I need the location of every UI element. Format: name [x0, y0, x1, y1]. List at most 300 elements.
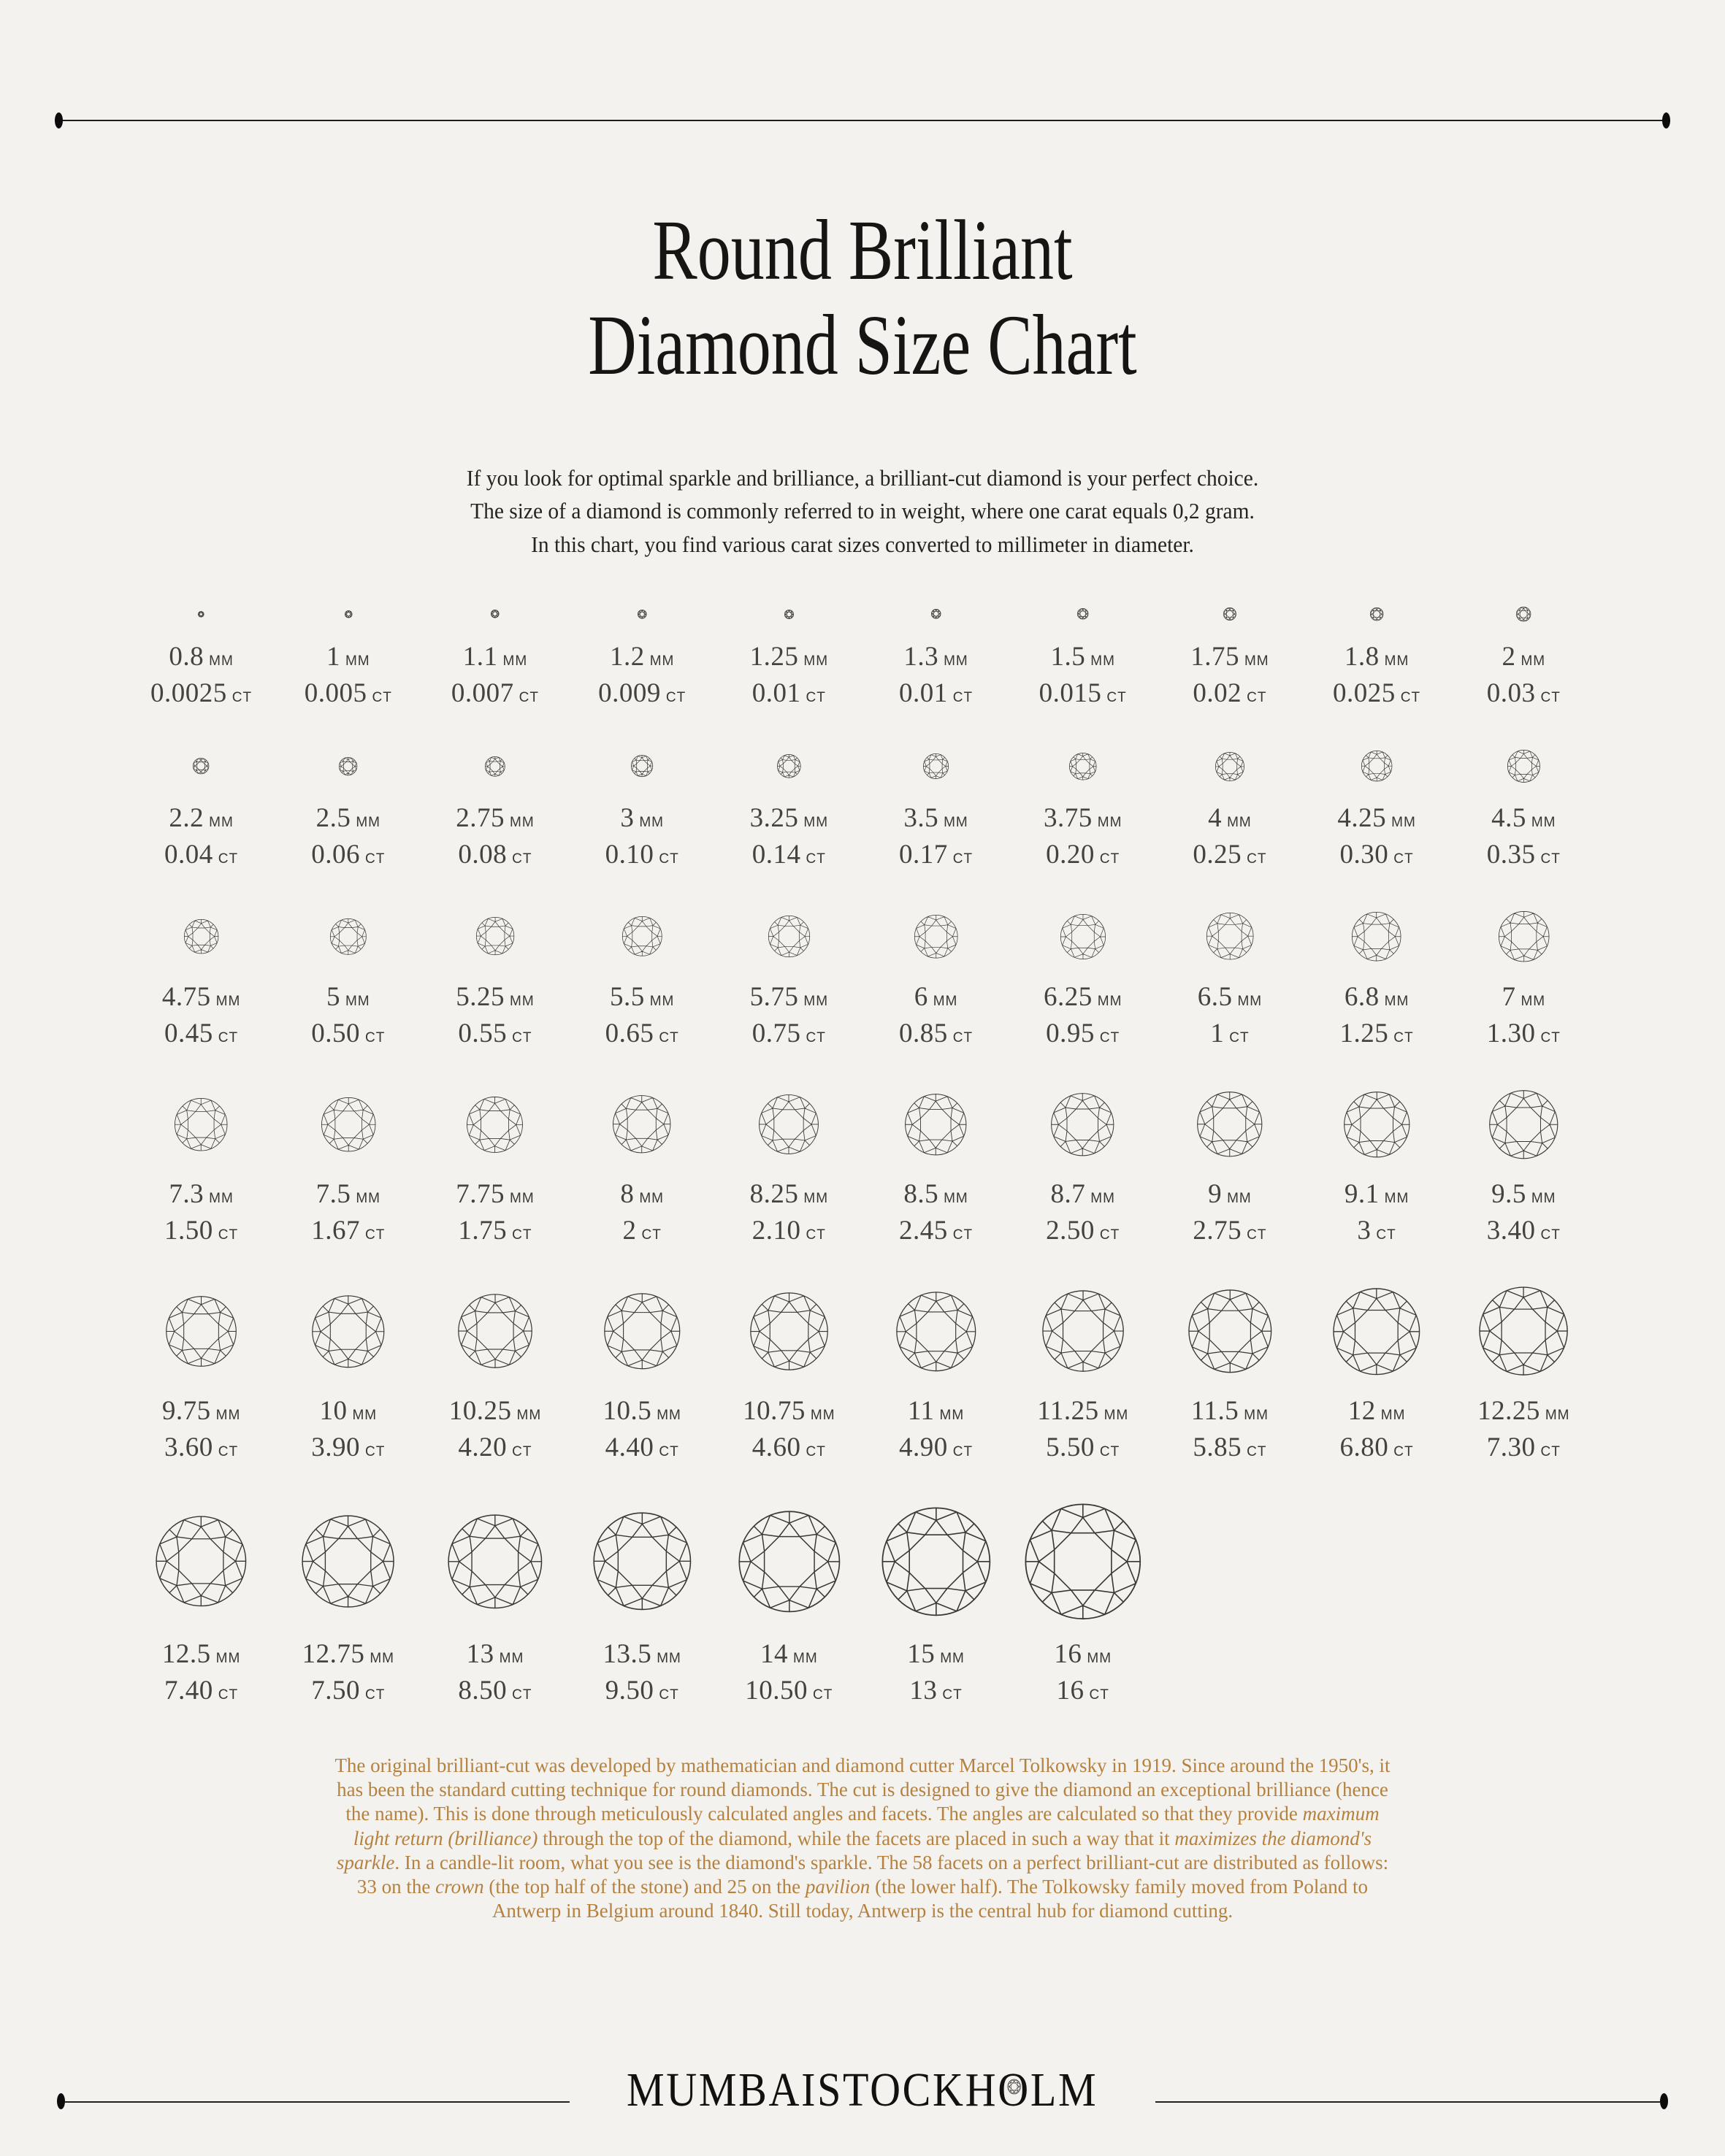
mm-label: 5.5 MM	[609, 982, 675, 1012]
size-cell	[421, 748, 568, 868]
mm-label: 7.3 MM	[169, 1179, 234, 1209]
diamond-icon	[1060, 913, 1106, 960]
size-row	[128, 605, 1597, 707]
stone-illustration	[1156, 909, 1303, 964]
diamond-icon	[165, 1295, 237, 1367]
diamond-icon	[621, 916, 663, 957]
mm-label: 12.75 MM	[302, 1639, 394, 1669]
size-cell	[1156, 1088, 1303, 1244]
size-cell	[1450, 1502, 1597, 1704]
size-cell	[1156, 1285, 1303, 1461]
mm-label: 5 MM	[326, 982, 370, 1012]
mm-label: 1 MM	[326, 642, 370, 672]
footnote-segment: The original brilliant-cut was developed by mathematician and diamond cutter Marcel Tolkowsky in 1919. Since around the 1950's, it has been the standard cutting technique for round diamonds. The cut is designed to give the diamond an exceptional brilliance (hence the name). This is done through meticulously calculated angles and facets. The angles are calculated so that they provide	[334, 1754, 1391, 1825]
mm-label: 1.25 MM	[749, 642, 829, 672]
stone-illustration	[862, 1088, 1009, 1161]
footnote-text	[333, 1754, 1392, 1923]
ct-label: 1 CT	[1210, 1018, 1250, 1048]
mm-label: 5.75 MM	[749, 982, 829, 1012]
size-cell	[569, 1502, 716, 1704]
diamond-icon	[1041, 1289, 1125, 1373]
footnote-segment: . In a candle-lit room, what you see is the diamond's sparkle. The 58 facets on a perfect brilliant-cut are distributed as follows: 33 on the	[356, 1851, 1389, 1898]
size-cell	[1009, 605, 1156, 707]
mm-label: 7 MM	[1502, 982, 1546, 1012]
diamond-icon	[1024, 1503, 1142, 1621]
stone-illustration	[1450, 748, 1597, 785]
ct-label: 4.60 CT	[751, 1432, 826, 1462]
size-cell	[128, 748, 275, 868]
stone-illustration	[275, 1088, 421, 1161]
size-cell	[716, 1088, 862, 1244]
ct-label: 5.85 CT	[1193, 1432, 1267, 1462]
mm-label: 11.5 MM	[1190, 1396, 1269, 1426]
diamond-icon	[490, 609, 500, 618]
diamond-icon	[1369, 607, 1384, 621]
stone-illustration	[1304, 1088, 1450, 1161]
stone-illustration	[421, 605, 568, 624]
diamond-icon	[758, 1094, 819, 1155]
size-row	[128, 1088, 1597, 1244]
stone-illustration	[1009, 1502, 1156, 1621]
stone-illustration	[275, 1285, 421, 1378]
stone-illustration	[128, 748, 275, 785]
ct-label: 0.20 CT	[1046, 840, 1120, 870]
size-cell	[1450, 909, 1597, 1047]
size-cell	[128, 605, 275, 707]
stone-illustration	[716, 605, 862, 624]
size-cell	[1009, 1285, 1156, 1461]
stone-illustration	[716, 748, 862, 785]
ct-label: 2.45 CT	[898, 1216, 974, 1246]
diamond-icon	[155, 1515, 248, 1608]
size-cell	[716, 605, 862, 707]
ct-label: 0.007 CT	[451, 678, 539, 708]
stone-illustration	[862, 1502, 1009, 1621]
diamond-icon	[329, 918, 367, 956]
mm-label: 9.1 MM	[1344, 1179, 1410, 1209]
ct-label: 0.14 CT	[751, 840, 826, 870]
ct-label: 3.90 CT	[311, 1432, 386, 1462]
diamond-icon	[1507, 749, 1541, 783]
ct-label: 1.30 CT	[1486, 1018, 1561, 1048]
stone-illustration	[275, 605, 421, 624]
mm-label: 9.75 MM	[161, 1396, 241, 1426]
footnote-italic-segment: maximizes the diamond's sparkle	[336, 1827, 1372, 1873]
diamond-icon	[612, 1094, 671, 1154]
mm-label: 3.75 MM	[1044, 803, 1122, 833]
size-cell	[716, 1502, 862, 1704]
diamond-icon	[637, 609, 647, 619]
stone-illustration	[128, 1088, 275, 1161]
stone-illustration	[421, 1088, 568, 1161]
ct-label: 4.40 CT	[605, 1432, 679, 1462]
diamond-icon	[1515, 606, 1531, 622]
ct-label: 0.005 CT	[304, 678, 392, 708]
diamond-icon	[1215, 751, 1245, 782]
ct-label: 0.03 CT	[1486, 678, 1561, 708]
size-cell	[421, 1285, 568, 1461]
page-title-line2: Diamond Size Chart	[588, 296, 1137, 393]
size-cell	[569, 1088, 716, 1244]
stone-illustration	[421, 748, 568, 785]
stone-illustration	[862, 1285, 1009, 1378]
mm-label: 10 MM	[319, 1396, 378, 1426]
ct-label: 0.55 CT	[458, 1018, 532, 1048]
stone-illustration	[128, 605, 275, 624]
brand-logo-post: LM	[1030, 2063, 1098, 2117]
size-cell	[275, 1285, 421, 1461]
mm-label: 13 MM	[466, 1639, 524, 1669]
size-cell	[275, 1502, 421, 1704]
size-cell	[1009, 909, 1156, 1047]
ct-label: 0.25 CT	[1193, 840, 1267, 870]
size-cell	[275, 909, 421, 1047]
intro-line3: In this chart, you find various carat sizes converted to millimeter in diameter.	[531, 531, 1194, 557]
size-cell	[421, 605, 568, 707]
mm-label: 1.5 MM	[1050, 642, 1115, 672]
stone-illustration	[1009, 605, 1156, 624]
diamond-icon	[895, 1291, 977, 1373]
diamond-icon	[1478, 1286, 1569, 1376]
ct-label: 7.40 CT	[164, 1676, 239, 1706]
mm-label: 7.5 MM	[315, 1179, 380, 1209]
top-rule	[57, 120, 1668, 121]
ct-label: 16 CT	[1056, 1676, 1109, 1706]
diamond-icon	[1076, 607, 1089, 620]
ct-label: 3.40 CT	[1486, 1216, 1561, 1246]
intro-line2: The size of a diamond is commonly referred to in weight, where one carat equals 0,2 gram.	[470, 498, 1255, 524]
page-title	[190, 203, 1535, 393]
mm-label: 3 MM	[620, 803, 664, 833]
rule-dot-right	[1662, 112, 1670, 128]
intro-text	[43, 461, 1682, 561]
stone-illustration	[421, 1502, 568, 1621]
mm-label: 2.75 MM	[456, 803, 535, 833]
size-grid	[128, 605, 1597, 1704]
ct-label: 4.20 CT	[458, 1432, 532, 1462]
footnote-italic-segment: maximum light return (brilliance)	[353, 1803, 1380, 1849]
size-cell	[716, 909, 862, 1047]
size-cell	[862, 605, 1009, 707]
brand-logo-pre: MUMBAISTOCKH	[627, 2063, 998, 2117]
stone-illustration	[1450, 909, 1597, 964]
ct-label: 0.30 CT	[1339, 840, 1414, 870]
stone-illustration	[1009, 909, 1156, 964]
ct-label: 7.50 CT	[311, 1676, 386, 1706]
brand-rule-right	[1155, 2101, 1660, 2103]
mm-label: 4 MM	[1208, 803, 1252, 833]
mm-label: 13.5 MM	[603, 1639, 681, 1669]
ct-label: 6.80 CT	[1339, 1432, 1414, 1462]
ct-label: 2 CT	[622, 1216, 662, 1246]
ct-label: 3 CT	[1357, 1216, 1396, 1246]
size-cell	[1304, 909, 1450, 1047]
diamond-icon	[192, 757, 210, 775]
mm-label: 2.5 MM	[315, 803, 380, 833]
diamond-icon	[466, 1096, 524, 1154]
ct-label: 0.02 CT	[1193, 678, 1267, 708]
mm-label: 6.8 MM	[1344, 982, 1410, 1012]
diamond-icon	[749, 1292, 829, 1371]
ct-label: 0.75 CT	[751, 1018, 826, 1048]
mm-label: 14 MM	[760, 1639, 818, 1669]
mm-label: 8.7 MM	[1050, 1179, 1115, 1209]
mm-label: 1.8 MM	[1344, 642, 1410, 672]
ct-label: 9.50 CT	[605, 1676, 679, 1706]
rule-dot-left	[55, 112, 63, 128]
stone-illustration	[862, 748, 1009, 785]
diamond-icon	[930, 608, 941, 619]
size-cell	[1304, 1502, 1450, 1704]
size-cell	[569, 909, 716, 1047]
mm-label: 4.25 MM	[1337, 803, 1416, 833]
size-cell	[128, 1088, 275, 1244]
size-cell	[1156, 605, 1303, 707]
diamond-icon	[1050, 1092, 1115, 1157]
size-cell	[716, 1285, 862, 1461]
size-cell	[1009, 748, 1156, 868]
stone-illustration	[862, 605, 1009, 624]
page-title-line1: Round Brilliant	[652, 202, 1073, 298]
ct-label: 0.04 CT	[164, 840, 239, 870]
diamond-icon	[630, 754, 654, 778]
mm-label: 4.5 MM	[1491, 803, 1556, 833]
size-cell	[275, 605, 421, 707]
stone-illustration	[1009, 1285, 1156, 1378]
diamond-icon	[1351, 911, 1401, 962]
diamond-icon	[321, 1097, 376, 1152]
size-cell	[1009, 1502, 1156, 1704]
stone-illustration	[1156, 605, 1303, 624]
stone-illustration	[128, 1285, 275, 1378]
stone-illustration	[1009, 1088, 1156, 1161]
stone-illustration	[275, 748, 421, 785]
ct-label: 1.67 CT	[311, 1216, 386, 1246]
mm-label: 1.75 MM	[1190, 642, 1269, 672]
mm-label: 1.1 MM	[462, 642, 528, 672]
diamond-icon	[301, 1514, 395, 1608]
mm-label: 6.5 MM	[1197, 982, 1263, 1012]
diamond-icon	[344, 610, 353, 619]
size-cell	[275, 748, 421, 868]
stone-illustration	[1156, 748, 1303, 785]
mm-label: 7.75 MM	[456, 1179, 535, 1209]
mm-label: 16 MM	[1054, 1639, 1112, 1669]
ct-label: 0.01 CT	[751, 678, 826, 708]
ct-label: 0.08 CT	[458, 840, 532, 870]
mm-label: 5.25 MM	[456, 982, 535, 1012]
diamond-icon	[311, 1294, 386, 1369]
diamond-icon	[592, 1511, 692, 1611]
diamond-icon	[1343, 1091, 1411, 1159]
size-cell	[421, 909, 568, 1047]
diamond-icon	[1196, 1091, 1263, 1158]
brand-logo-o: O	[998, 2063, 1031, 2117]
size-cell	[1009, 1088, 1156, 1244]
size-cell	[1304, 748, 1450, 868]
stone-illustration	[569, 1088, 716, 1161]
ct-label: 2.10 CT	[751, 1216, 826, 1246]
size-cell	[1450, 748, 1597, 868]
size-cell	[1450, 1285, 1597, 1461]
stone-illustration	[569, 1502, 716, 1621]
mm-label: 10.5 MM	[603, 1396, 681, 1426]
diamond-icon	[183, 918, 219, 954]
ct-label: 0.35 CT	[1486, 840, 1561, 870]
mm-label: 2 MM	[1502, 642, 1546, 672]
footnote-segment: through the top of the diamond, while the facets are placed in such a way that it	[538, 1827, 1175, 1849]
ct-label: 10.50 CT	[745, 1676, 833, 1706]
logo-gem-icon	[1007, 2078, 1022, 2095]
diamond-icon	[1498, 910, 1550, 962]
diamond-icon	[174, 1097, 228, 1151]
ct-label: 0.50 CT	[311, 1018, 386, 1048]
ct-label: 0.95 CT	[1046, 1018, 1120, 1048]
stone-illustration	[716, 1502, 862, 1621]
size-cell	[862, 1088, 1009, 1244]
ct-label: 4.90 CT	[898, 1432, 974, 1462]
stone-illustration	[1304, 748, 1450, 785]
stone-illustration	[1450, 1088, 1597, 1161]
diamond-icon	[484, 756, 506, 778]
brand-rule-left	[65, 2101, 570, 2103]
diamond-icon	[1361, 750, 1393, 782]
stone-illustration	[421, 1285, 568, 1378]
size-cell	[1156, 909, 1303, 1047]
mm-label: 3.5 MM	[903, 803, 968, 833]
ct-label: 0.025 CT	[1333, 678, 1421, 708]
size-cell	[862, 1502, 1009, 1704]
size-cell	[862, 1285, 1009, 1461]
mm-label: 10.25 MM	[448, 1396, 542, 1426]
stone-illustration	[128, 1502, 275, 1621]
ct-label: 2.50 CT	[1046, 1216, 1120, 1246]
mm-label: 1.2 MM	[609, 642, 675, 672]
stone-illustration	[569, 909, 716, 964]
diamond-icon	[1187, 1289, 1273, 1374]
mm-label: 0.8 MM	[169, 642, 234, 672]
size-cell	[1156, 1502, 1303, 1704]
size-cell	[569, 605, 716, 707]
size-cell	[421, 1088, 568, 1244]
mm-label: 1.3 MM	[903, 642, 968, 672]
ct-label: 1.50 CT	[164, 1216, 239, 1246]
size-cell	[1304, 605, 1450, 707]
ct-label: 1.75 CT	[458, 1216, 532, 1246]
size-cell	[275, 1088, 421, 1244]
size-cell	[1156, 748, 1303, 868]
ct-label: 0.06 CT	[311, 840, 386, 870]
ct-label: 0.65 CT	[605, 1018, 679, 1048]
ct-label: 0.10 CT	[605, 840, 679, 870]
size-cell	[128, 1502, 275, 1704]
diamond-icon	[738, 1510, 841, 1614]
size-cell	[1450, 1088, 1597, 1244]
size-row	[128, 748, 1597, 868]
size-cell	[862, 748, 1009, 868]
mm-label: 2.2 MM	[169, 803, 234, 833]
ct-label: 5.50 CT	[1046, 1432, 1120, 1462]
size-cell	[128, 909, 275, 1047]
ct-label: 0.85 CT	[898, 1018, 974, 1048]
size-cell	[1304, 1088, 1450, 1244]
stone-illustration	[569, 605, 716, 624]
diamond-icon	[914, 914, 959, 959]
stone-illustration	[275, 1502, 421, 1621]
diamond-icon	[922, 753, 949, 780]
mm-label: 9.5 MM	[1491, 1179, 1556, 1209]
stone-illustration	[421, 909, 568, 964]
stone-illustration	[1450, 605, 1597, 624]
mm-label: 11.25 MM	[1037, 1396, 1129, 1426]
stone-illustration	[1156, 1088, 1303, 1161]
stone-illustration	[1304, 605, 1450, 624]
mm-label: 9 MM	[1208, 1179, 1252, 1209]
diamond-icon	[603, 1292, 681, 1370]
mm-label: 8.5 MM	[903, 1179, 968, 1209]
size-row	[128, 1285, 1597, 1461]
rule-dot-left	[57, 2093, 65, 2109]
stone-illustration	[569, 1285, 716, 1378]
footnote-segment: (the top half of the stone) and 25 on the	[483, 1876, 806, 1898]
size-row	[128, 909, 1597, 1047]
stone-illustration	[1009, 748, 1156, 785]
diamond-icon	[1206, 912, 1254, 960]
ct-label: 0.015 CT	[1039, 678, 1127, 708]
ct-label: 0.45 CT	[164, 1018, 239, 1048]
mm-label: 12.5 MM	[161, 1639, 241, 1669]
size-cell	[1450, 605, 1597, 707]
size-cell	[421, 1502, 568, 1704]
stone-illustration	[862, 909, 1009, 964]
ct-label: 13 CT	[909, 1676, 963, 1706]
diamond-icon	[784, 609, 795, 620]
footnote-segment: (the lower half). The Tolkowsky family moved from Poland to Antwerp in Belgium around 1840. Still today, Antwerp is the central hub for diamond cutting.	[492, 1876, 1369, 1922]
mm-label: 11 MM	[907, 1396, 965, 1426]
mm-label: 4.75 MM	[161, 982, 241, 1012]
stone-illustration	[716, 1285, 862, 1378]
stone-illustration	[716, 909, 862, 964]
stone-illustration	[569, 748, 716, 785]
stone-illustration	[716, 1088, 862, 1161]
diamond-icon	[768, 915, 811, 958]
stone-illustration	[1304, 909, 1450, 964]
footnote-italic-segment: crown	[435, 1876, 484, 1898]
mm-label: 15 MM	[907, 1639, 965, 1669]
diamond-icon	[881, 1506, 992, 1617]
size-cell	[862, 909, 1009, 1047]
ct-label: 0.0025 CT	[150, 678, 253, 708]
ct-label: 1.25 CT	[1339, 1018, 1414, 1048]
stone-illustration	[1304, 1285, 1450, 1378]
ct-label: 0.01 CT	[898, 678, 974, 708]
mm-label: 6 MM	[914, 982, 958, 1012]
ct-label: 0.17 CT	[898, 840, 974, 870]
ct-label: 7.30 CT	[1486, 1432, 1561, 1462]
diamond-icon	[475, 916, 515, 956]
mm-label: 6.25 MM	[1044, 982, 1122, 1012]
diamond-icon	[338, 756, 358, 776]
mm-label: 8 MM	[620, 1179, 664, 1209]
ct-label: 2.75 CT	[1193, 1216, 1267, 1246]
stone-illustration	[1450, 1285, 1597, 1378]
size-cell	[716, 748, 862, 868]
diamond-icon	[1223, 607, 1237, 621]
mm-label: 3.25 MM	[749, 803, 829, 833]
mm-label: 8.25 MM	[749, 1179, 829, 1209]
intro-line1: If you look for optimal sparkle and brilliance, a brilliant-cut diamond is your perfect choice.	[466, 465, 1259, 491]
stone-illustration	[275, 909, 421, 964]
